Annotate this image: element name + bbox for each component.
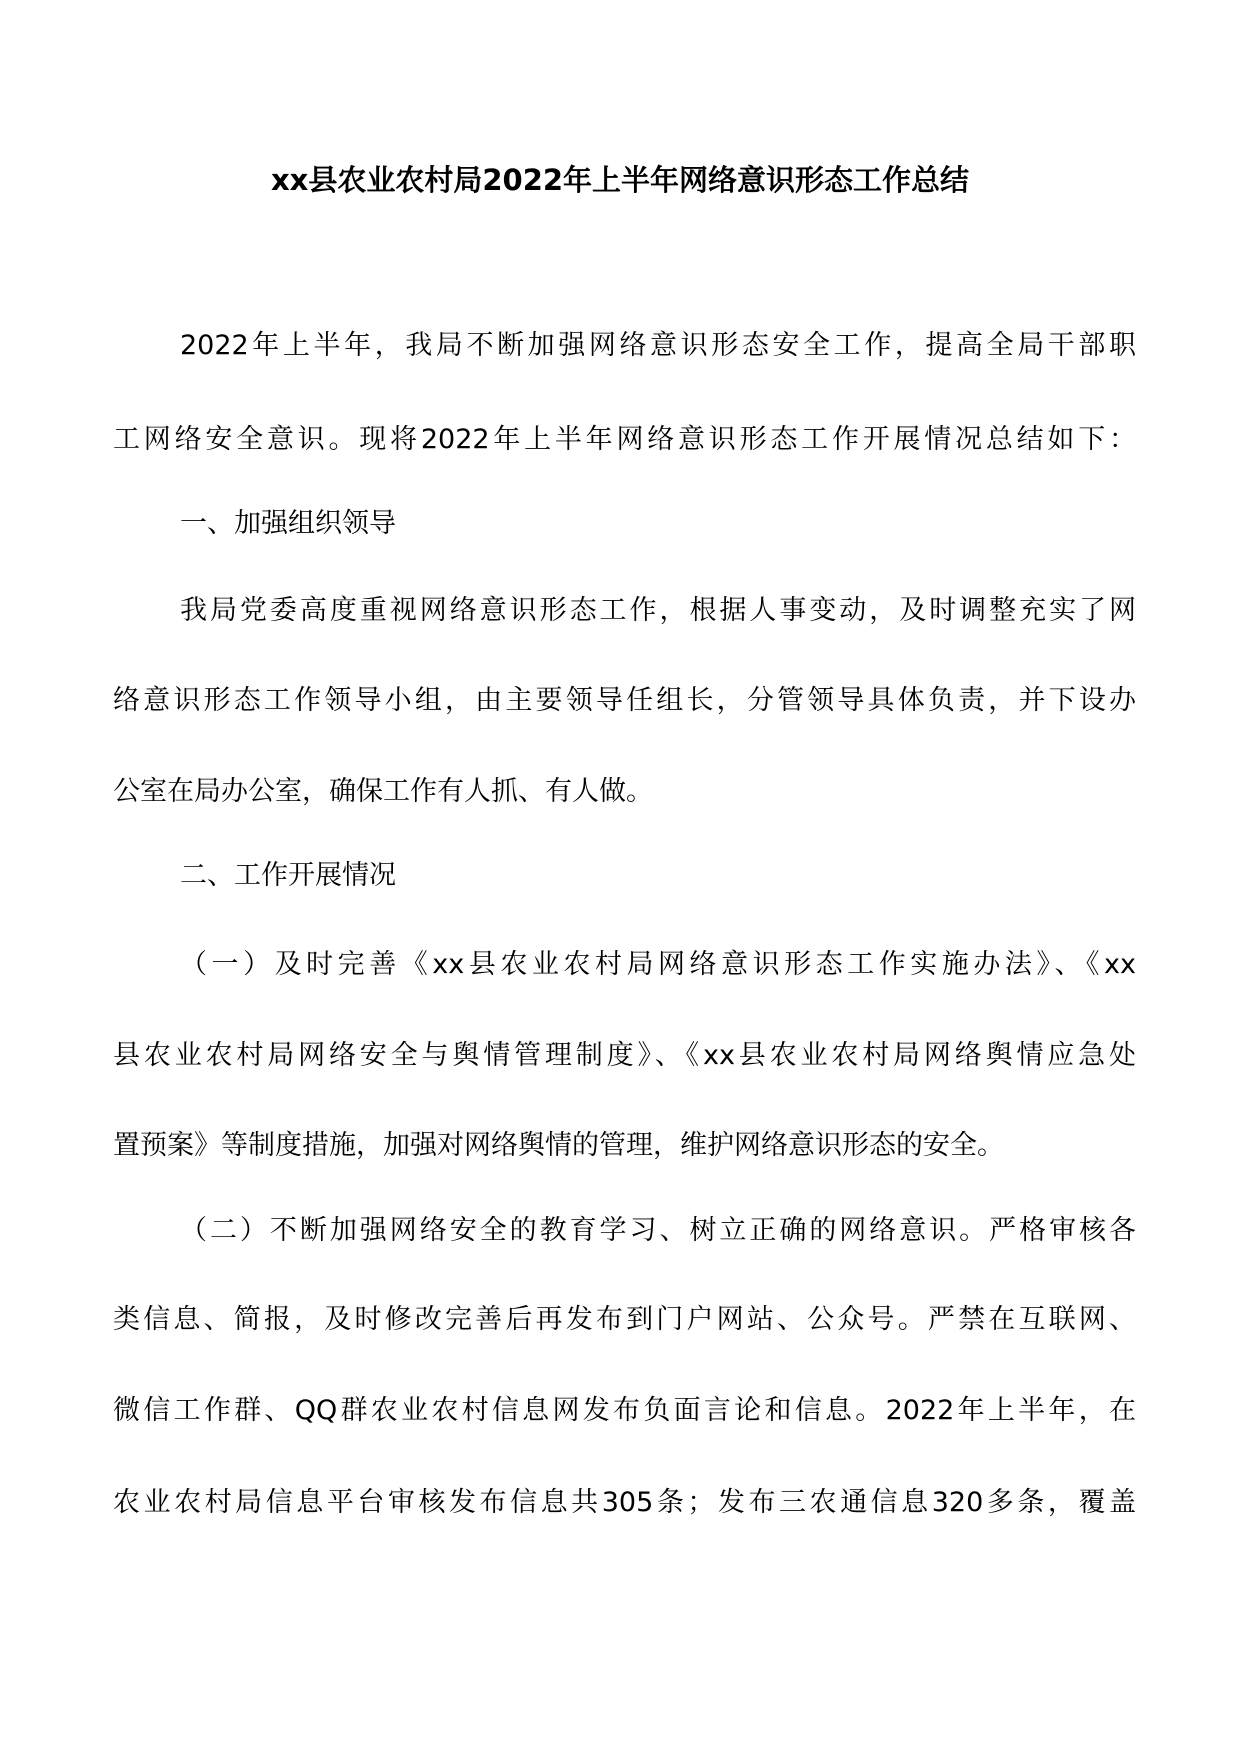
document-title: xx县农业农村局2022年上半年网络意识形态工作总结	[270, 163, 970, 197]
paragraph-line: 工网络安全意识。现将2022年上半年网络意识形态工作开展情况总结如下：	[113, 424, 1136, 455]
paragraph-line: （一）及时完善《xx县农业农村局网络意识形态工作实施办法》、《xx	[180, 949, 1136, 980]
paragraph-line: 微信工作群、QQ群农业农村信息网发布负面言论和信息。2022年上半年，在	[113, 1395, 1136, 1426]
section-heading: 一、加强组织领导	[180, 508, 396, 539]
paragraph-line: 类信息、简报，及时修改完善后再发布到门户网站、公众号。严禁在互联网、	[113, 1304, 1136, 1335]
paragraph-line: 我局党委高度重视网络意识形态工作，根据人事变动，及时调整充实了网	[180, 595, 1136, 626]
paragraph-line: 农业农村局信息平台审核发布信息共305条；发布三农通信息320多条，覆盖	[113, 1487, 1136, 1518]
section-heading: 二、工作开展情况	[180, 860, 396, 891]
paragraph-line: （二）不断加强网络安全的教育学习、树立正确的网络意识。严格审核各	[180, 1215, 1136, 1246]
paragraph-line: 县农业农村局网络安全与舆情管理制度》、《xx县农业农村局网络舆情应急处	[113, 1040, 1136, 1071]
paragraph-line: 络意识形态工作领导小组，由主要领导任组长，分管领导具体负责，并下设办	[113, 685, 1136, 716]
paragraph-line: 2022年上半年，我局不断加强网络意识形态安全工作，提高全局干部职	[180, 330, 1136, 361]
paragraph-line: 公室在局办公室，确保工作有人抓、有人做。	[113, 776, 653, 807]
paragraph-line: 置预案》等制度措施，加强对网络舆情的管理，维护网络意识形态的安全。	[113, 1130, 1004, 1161]
